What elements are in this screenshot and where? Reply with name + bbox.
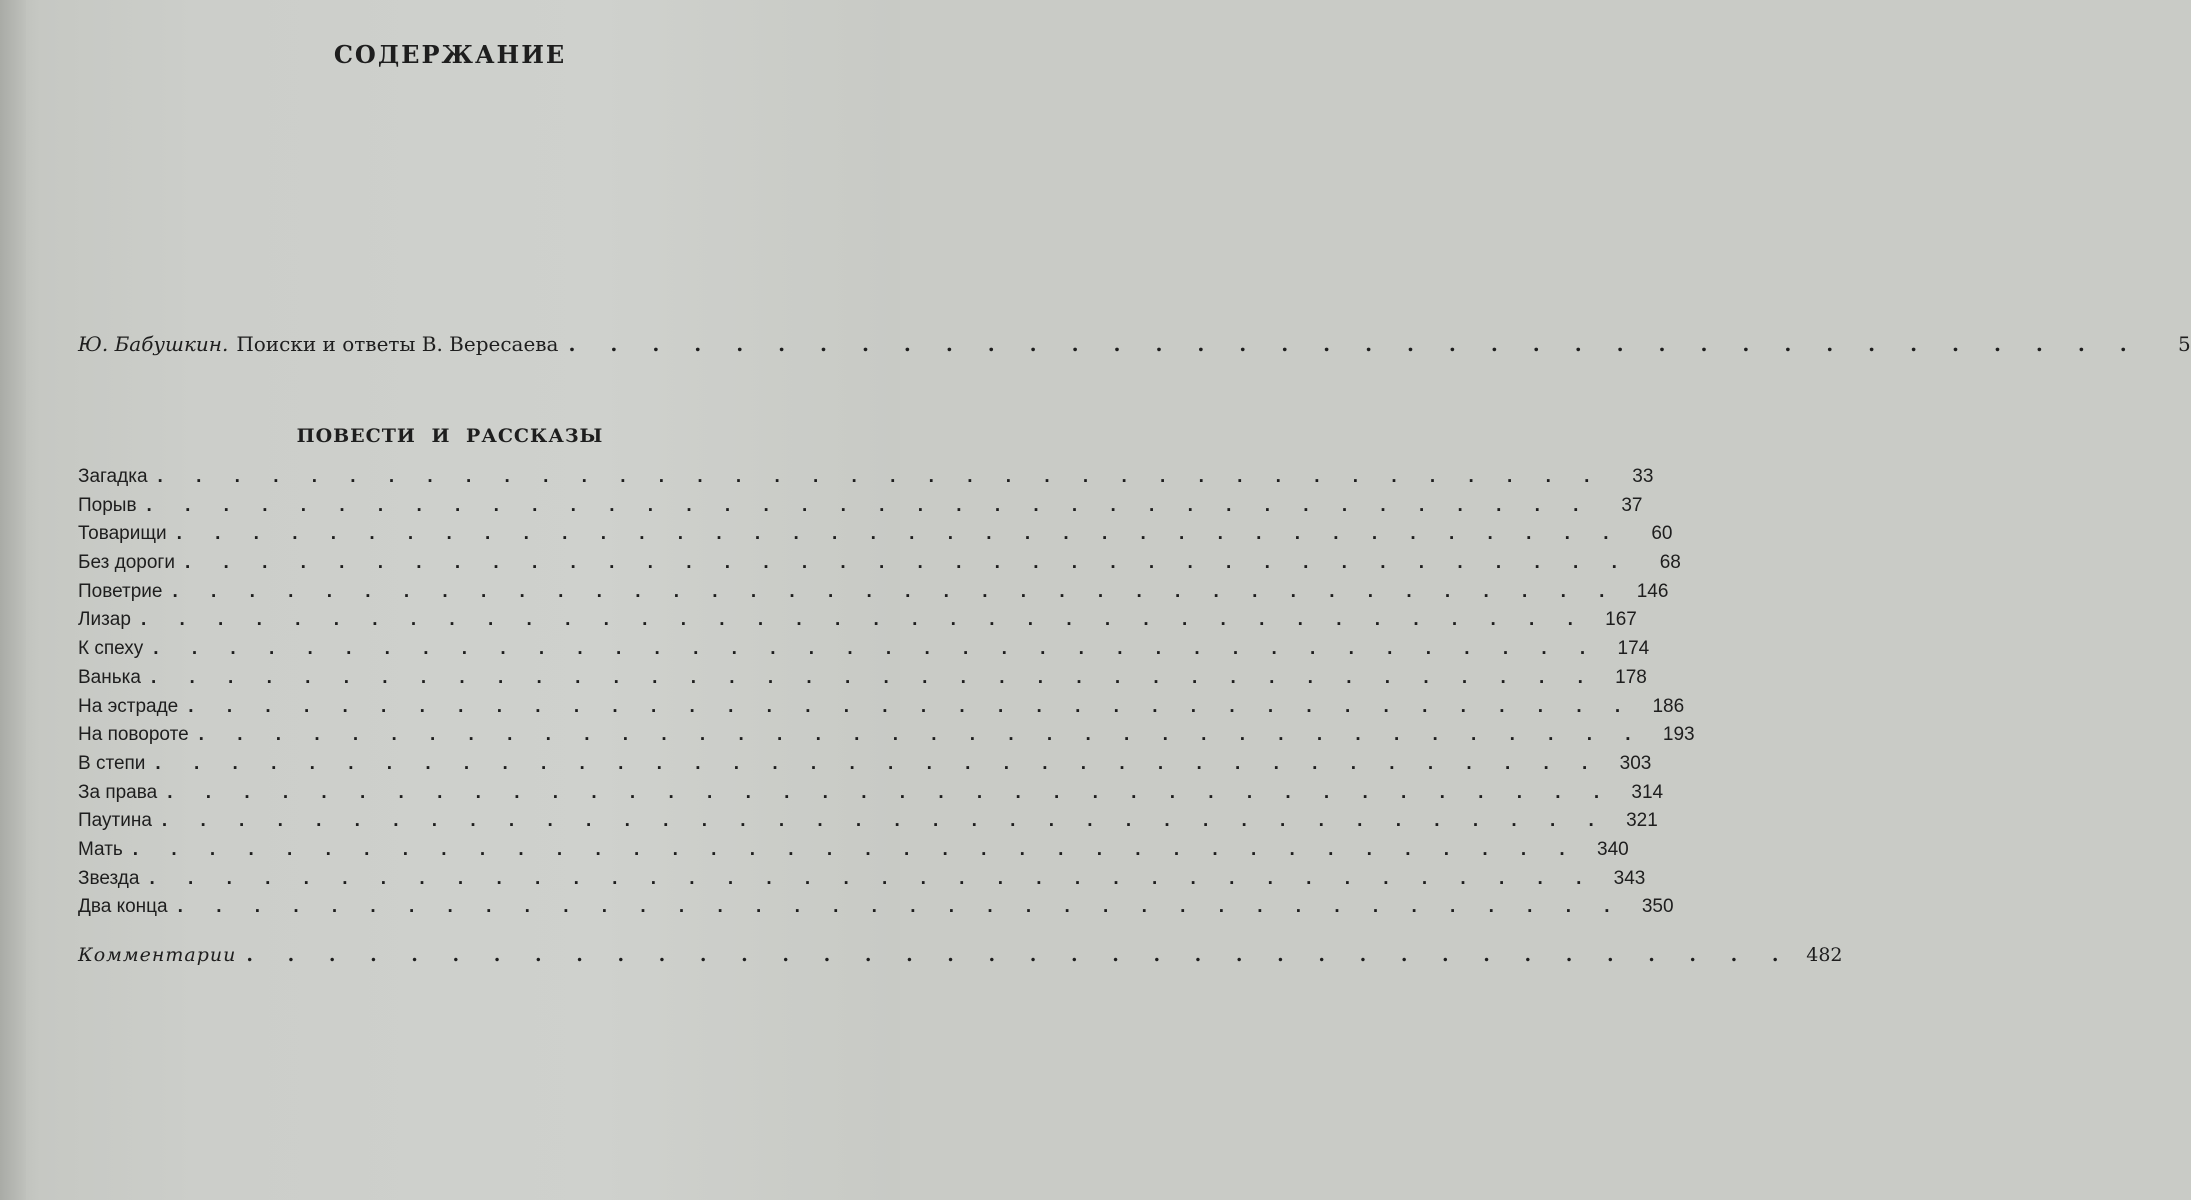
toc-entry-page: 350 (1641, 896, 1674, 918)
toc-entry-title: На эстраде (78, 695, 179, 717)
comments-page-number: 482 (1806, 944, 1843, 966)
toc-entry-page: 178 (1615, 666, 1647, 688)
dot-leader: . . . . . . . . . . . . . . . . . . . . . . . . . . . . . . . . . . . . . . (167, 781, 1614, 803)
toc-entry-page: 340 (1597, 838, 1629, 860)
toc-entry (78, 466, 1654, 495)
preface-author: Ю. Бабушкин. (78, 332, 229, 356)
dot-leader: . . . . . . . . . . . . . . . . . . . . . . . . . . . . . . . . . . . . . . (146, 494, 1593, 516)
dot-leader: . . . . . . . . . . . . . . . . . . . . . . . . . . . . . . . . . . . . . . (568, 332, 2141, 356)
toc-entry (78, 810, 1658, 839)
toc-entry-page: 68 (1659, 552, 1681, 574)
toc-entry-page: 33 (1632, 466, 1654, 487)
dot-leader: . . . . . . . . . . . . . . . . . . . . . . . . . . . . . . . . . . . . . . (246, 944, 1793, 966)
toc-entry (78, 752, 1652, 782)
toc-entry-title: Два конца (78, 896, 168, 918)
dot-leader: . . . . . . . . . . . . . . . . . . . . . . . . . . . . . . . . . . . . . . (184, 552, 1631, 574)
toc-entry (78, 609, 1637, 638)
toc-entry-page: 314 (1631, 781, 1664, 803)
toc-entry (78, 724, 1695, 753)
toc-entry-page: 303 (1619, 752, 1652, 774)
preface-entry (78, 332, 2191, 364)
toc-entry (78, 552, 1681, 581)
dot-leader: . . . . . . . . . . . . . . . . . . . . . . . . . . . . . . . . . . . . . . (172, 580, 1619, 602)
toc-entry-page: 186 (1652, 695, 1685, 717)
toc-entry-page: 146 (1636, 580, 1669, 602)
dot-leader: . . . . . . . . . . . . . . . . . . . . . . . . . . . . . . . . . . . . . . (155, 752, 1602, 774)
dot-leader: . . . . . . . . . . . . . . . . . . . . . . . . . . . . . . . . . . . . . . (198, 724, 1645, 746)
toc-entry (78, 781, 1664, 811)
toc-entry-title: За права (78, 781, 158, 803)
toc-entry-title: Загадка (78, 466, 148, 487)
toc-entry (78, 523, 1673, 552)
toc-entry-title: Звезда (78, 867, 140, 889)
toc-entry (78, 638, 1650, 667)
toc-entry-title: Товарищи (78, 523, 167, 545)
toc-entry-title: Ванька (78, 666, 141, 688)
dot-leader: . . . . . . . . . . . . . . . . . . . . . . . . . . . . . . . . . . . . . . (176, 523, 1623, 545)
toc-entry-title: Мать (78, 838, 123, 860)
toc-entry-page: 321 (1626, 810, 1658, 832)
section-title: ПОВЕСТИ И РАССКАЗЫ (296, 425, 604, 447)
toc-entry-title: Без дороги (78, 552, 175, 574)
toc-entry-title: Лизар (78, 609, 131, 631)
toc-entry-title: В степи (78, 752, 146, 774)
dot-leader: . . . . . . . . . . . . . . . . . . . . . . . . . . . . . . . . . . . . . . (150, 666, 1597, 688)
toc-entry (78, 695, 1685, 725)
page-heading: СОДЕРЖАНИЕ (333, 40, 567, 69)
toc-entry-title: Порыв (78, 494, 137, 516)
dot-leader: . . . . . . . . . . . . . . . . . . . . . . . . . . . . . . . . . . . . . . (177, 896, 1624, 918)
dot-leader: . . . . . . . . . . . . . . . . . . . . . . . . . . . . . . . . . . . . . . (140, 609, 1587, 631)
toc-entry-page: 174 (1617, 638, 1650, 660)
toc-entry-title: Поветрие (78, 580, 163, 602)
toc-entry-page: 343 (1613, 867, 1646, 889)
toc-entry-page: 60 (1651, 523, 1673, 545)
page-gutter (0, 0, 26, 1200)
dot-leader: . . . . . . . . . . . . . . . . . . . . . . . . . . . . . . . . . . . . . . (132, 838, 1579, 860)
toc-entry (78, 838, 1629, 868)
toc-entry-title: На повороте (78, 724, 189, 746)
toc-entry (78, 867, 1646, 897)
toc-list (78, 466, 1695, 925)
toc-entry-title: К спеху (78, 638, 144, 660)
comments-entry (78, 944, 1843, 966)
comments-label: Комментарии (78, 944, 237, 966)
toc-entry (78, 494, 1643, 524)
dot-leader: . . . . . . . . . . . . . . . . . . . . . . . . . . . . . . . . . . . . . . (161, 810, 1608, 832)
toc-entry (78, 666, 1647, 696)
dot-leader: . . . . . . . . . . . . . . . . . . . . . . . . . . . . . . . . . . . . . . (153, 638, 1600, 660)
toc-entry (78, 580, 1669, 610)
dot-leader: . . . . . . . . . . . . . . . . . . . . . . . . . . . . . . . . . . . . . . (188, 695, 1635, 717)
dot-leader: . . . . . . . . . . . . . . . . . . . . . . . . . . . . . . . . . . . . . . (157, 466, 1604, 487)
preface-title: Поиски и ответы В. Вересаева (236, 332, 559, 356)
toc-entry-title: Паутина (78, 810, 152, 832)
toc-entry-page: 37 (1621, 494, 1643, 516)
toc-entry-page: 193 (1662, 724, 1695, 746)
toc-entry (78, 896, 1674, 925)
dot-leader: . . . . . . . . . . . . . . . . . . . . . . . . . . . . . . . . . . . . . . (149, 867, 1596, 889)
preface-page-number: 5 (2177, 332, 2191, 356)
toc-entry-page: 167 (1605, 609, 1637, 631)
